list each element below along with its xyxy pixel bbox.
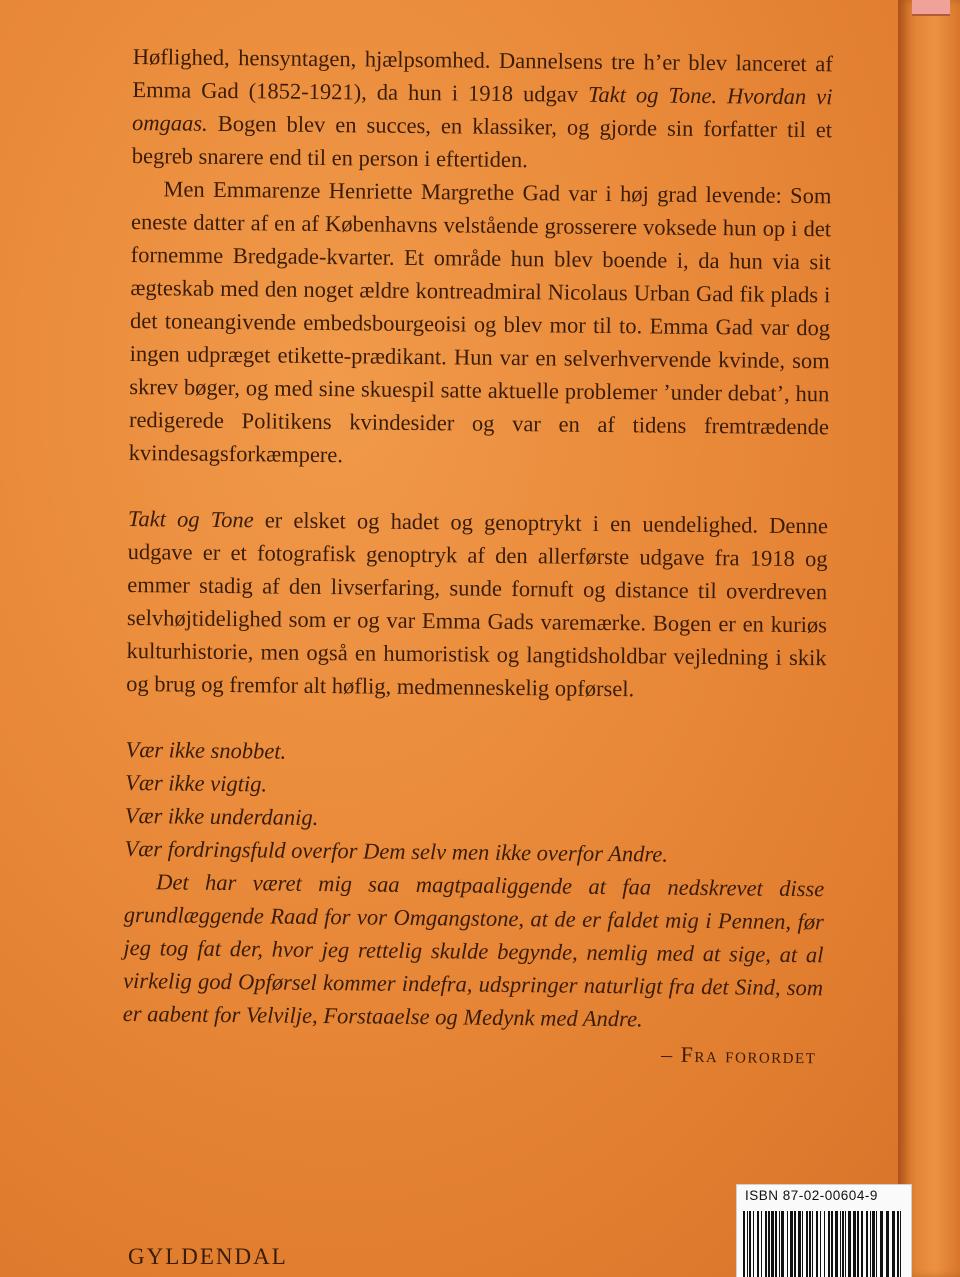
quote-line: Vær ikke underdanig.	[124, 802, 319, 830]
quote-paragraph: Det har været mig saa magtpaaliggende at faa nedskrevet disse grundlæggende Raad for vor Omgangstone, at de er faldet mig i Pennen, før jeg tog fat der, hvor jeg rettelig skulde begynde, nemlig med at sige, at al virkelig god Opførsel kommer indefra, udspringer naturligt fra det Sind, som er aabent for Velvilje, Forstaaelse og Medynk med Andre.	[122, 869, 825, 1032]
spine-top-band	[912, 0, 950, 16]
paragraph-edition: Takt og Tone er elsket og hadet og genoptrykt i en uendelighed. Denne udgave er et fotografisk genoptryk af den allerførste udgave fra 1918 og emmer stadig af den livserfaring, sunde fornuft og distance til overdreven selvhøjtidelighed som er og var Emma Gads varemærke. Bogen er en kuriøs kulturhistorie, men også en humoristisk og langtidsholdbar vejledning i skik og brug og fremfor alt høflig, medmenneskelig opførsel.	[126, 505, 829, 702]
publisher-name: GYLDENDAL	[128, 1244, 288, 1269]
quote-lines	[124, 733, 825, 872]
isbn-number: ISBN 87-02-00604-9	[745, 1188, 878, 1203]
book-title-italic-2: Takt og Tone	[127, 505, 254, 533]
paragraph-intro: Høflighed, hensyntagen, hjælpsomhed. Dannelsens tre h’er blev lanceret af Emma Gad (1852-1921), da hun i 1918 udgav Takt og Tone. Hvordan vi omgaas. Bogen blev en succes, en klassiker, og gjorde sin forfatter til et begreb snarere end til en person i eftertiden.	[131, 43, 833, 173]
quote-line: Vær fordringsfuld overfor Dem selv men ikke overfor Andre.	[124, 835, 669, 867]
paragraph-biography: Men Emmarenze Henriette Margrethe Gad var i høj grad levende: Som eneste datter af en af Københavns velstående grosserere voksede hun op i det fornemme Bredgade-kvarter. Et område hun blev boende i, da hun via sit ægteskab med den noget ældre kontreadmiral Nicolaus Urban Gad fik plads i det toneangivende embedsbourgeoisi og blev mor til to. Emma Gad var dog ingen udpræget etikette-prædikant. Hun var en selverhvervende kvinde, som skrev bøger, og med sine skuespil satte aktuelle problemer ’under debat’, hun redigerede Politikens kvindesider og var en af tidens fremtrædende kvindesagsforkæmpere.	[128, 176, 832, 468]
quote-line: Vær ikke snobbet.	[125, 736, 287, 764]
barcode-icon	[743, 1211, 905, 1277]
quote-attribution: – Fra forordet	[661, 1041, 817, 1069]
barcode-label	[736, 1184, 912, 1277]
quote-line: Vær ikke vigtig.	[125, 769, 268, 797]
book-title-italic: Takt og Tone. Hvordan vi omgaas.	[132, 81, 833, 136]
blurb-text	[122, 40, 833, 1072]
book-spine-edge	[898, 0, 960, 1277]
